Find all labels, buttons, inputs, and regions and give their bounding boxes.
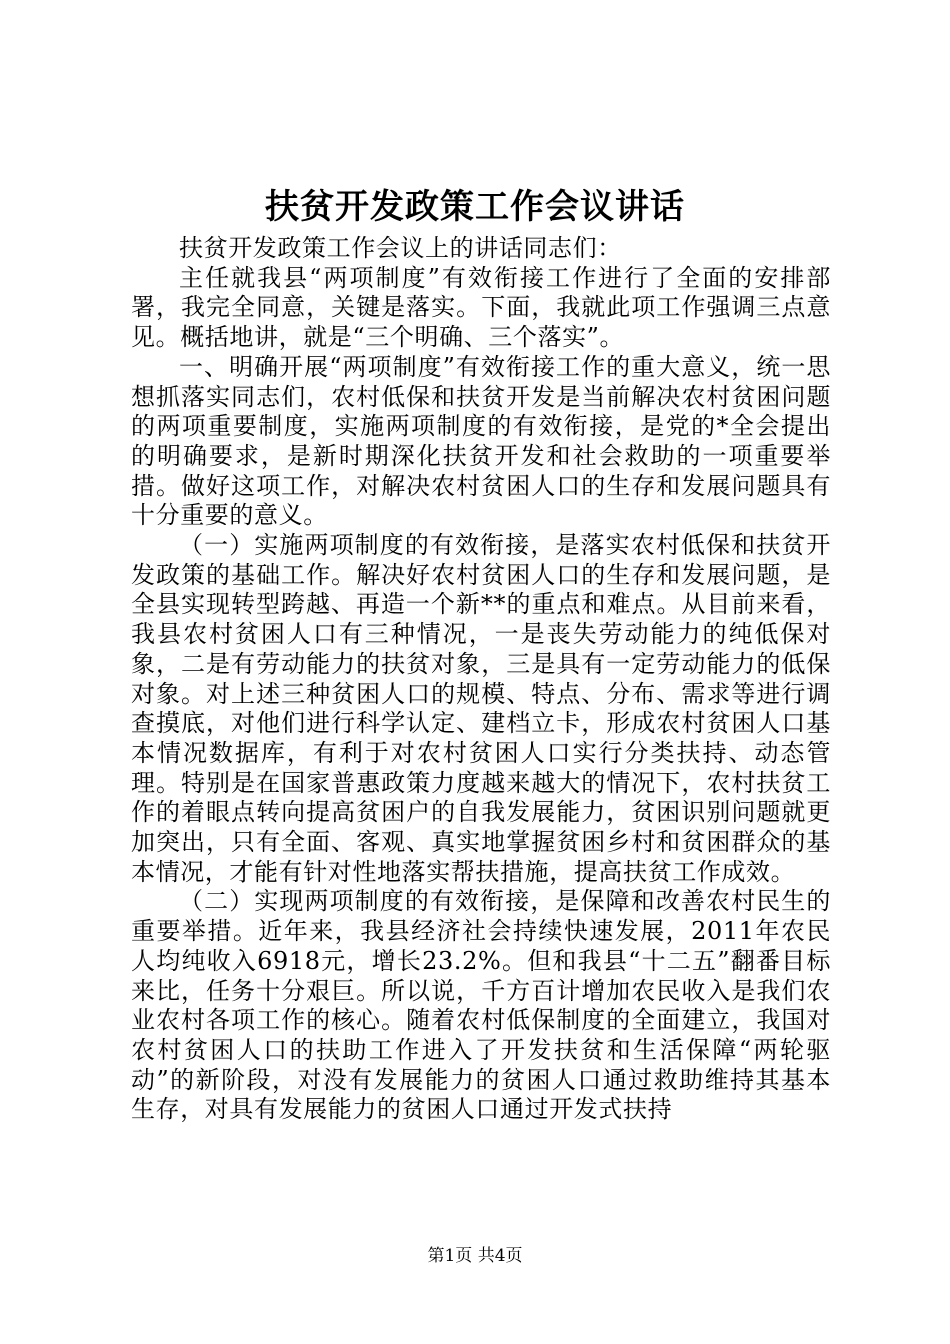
document-title: 扶贫开发政策工作会议讲话 [265, 187, 685, 227]
paragraph-subsection-1: （一）实施两项制度的有效衔接，是落实农村低保和扶贫开发政策的基础工作。解决好农村贫困人口的生存和发展问题，是全县实现转型跨越、再造一个新**的重点和难点。从目前来看，我县农村贫困人口有三种情况，一是丧失劳动能力的纯低保对象，二是有劳动能力的扶贫对象，三是具有一定劳动能力的低保对象。对上述三种贫困人口的规模、特点、分布、需求等进行调查摸底，对他们进行科学认定、建档立卡，形成农村贫困人口基本情况数据库，有利于对农村贫困人口实行分类扶持、动态管理。特别是在国家普惠政策力度越来越大的情况下，农村扶贫工作的着眼点转向提高贫困户的自我发展能力，贫困识别问题就更加突出，只有全面、客观、真实地掌握贫困乡村和贫困群众的基本情况，才能有针对性地落实帮扶措施，提高扶贫工作成效。 [131, 531, 831, 886]
paragraph-intro: 主任就我县“两项制度”有效衔接工作进行了全面的安排部署，我完全同意，关键是落实。下面，我就此项工作强调三点意见。概括地讲，就是“三个明确、三个落实”。 [131, 263, 831, 352]
paragraph-greeting: 扶贫开发政策工作会议上的讲话同志们： [179, 234, 622, 262]
document-body [131, 234, 831, 1125]
paragraph-subsection-2: （二）实现两项制度的有效衔接，是保障和改善农村民生的重要举措。近年来，我县经济社会持续快速发展，2011年农民人均纯收入6918元，增长23.2%。但和我县“十二五”翻番目标来比，任务十分艰巨。所以说，千方百计增加农民收入是我们农业农村各项工作的核心。随着农村低保制度的全面建立，我国对农村贫困人口的扶助工作进入了开发扶贫和生活保障“两轮驱动”的新阶段，对没有发展能力的贫困人口通过救助维持其基本生存，对具有发展能力的贫困人口通过开发式扶持 [131, 887, 831, 1124]
paragraph-section-1: 一、明确开展“两项制度”有效衔接工作的重大意义，统一思想抓落实同志们，农村低保和扶贫开发是当前解决农村贫困问题的两项重要制度，实施两项制度的有效衔接，是党的*全会提出的明确要求，是新时期深化扶贫开发和社会救助的一项重要举措。做好这项工作，对解决农村贫困人口的生存和发展问题具有十分重要的意义。 [131, 352, 831, 530]
page-number-footer: 第1页 共4页 [427, 1246, 523, 1266]
